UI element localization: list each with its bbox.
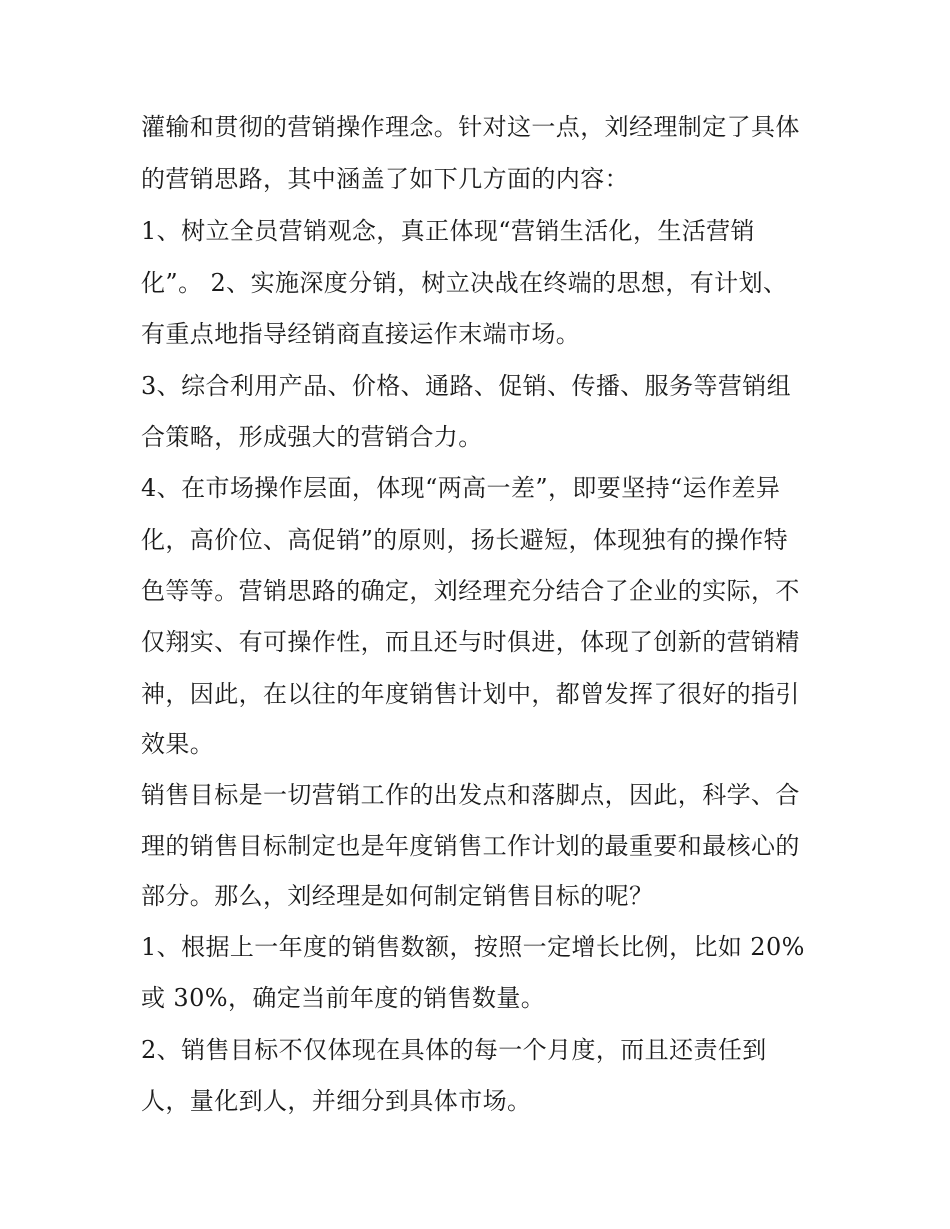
text-line: 部分。那么，刘经理是如何制定销售目标的呢？: [141, 882, 654, 910]
text-line: 化，高价位、高促销”的原则，扬长避短，体现独有的操作特: [141, 526, 789, 554]
text-line: 销售目标是一切营销工作的出发点和落脚点，因此，科学、合: [141, 781, 800, 809]
text-line: 仅翔实、有可操作性，而且还与时俱进，体现了创新的营销精: [141, 628, 800, 656]
text-line: 理的销售目标制定也是年度销售工作计划的最重要和最核心的: [141, 832, 800, 860]
text-line: 或 30%，确定当前年度的销售数量。: [141, 984, 546, 1012]
text-line: 有重点地指导经销商直接运作末端市场。: [141, 320, 581, 348]
text-line: 1、根据上一年度的销售数额，按照一定增长比例，比如 20%: [141, 933, 805, 961]
text-line: 灌输和贯彻的营销操作理念。针对这一点，刘经理制定了具体: [141, 113, 800, 141]
text-line: 化”。 2、实施深度分销，树立决战在终端的思想，有计划、: [141, 269, 788, 297]
text-line: 色等等。营销思路的确定，刘经理充分结合了企业的实际，不: [141, 577, 800, 605]
text-line: 神，因此，在以往的年度销售计划中，都曾发挥了很好的指引: [141, 680, 800, 708]
text-line: 1、树立全员营销观念，真正体现“营销生活化，生活营销: [141, 217, 755, 245]
text-line: 3、综合利用产品、价格、通路、促销、传播、服务等营销组: [141, 372, 792, 400]
text-line: 效果。: [141, 730, 215, 758]
text-line: 4、在市场操作层面，体现“两高一差”，即要坚持“运作差异: [141, 474, 781, 502]
text-line: 人，量化到人，并细分到具体市场。: [141, 1087, 532, 1115]
text-line: 2、销售目标不仅体现在具体的每一个月度，而且还责任到: [141, 1036, 767, 1064]
text-line: 合策略，形成强大的营销合力。: [141, 423, 483, 451]
text-line: 的营销思路，其中涵盖了如下几方面的内容：: [141, 165, 629, 193]
